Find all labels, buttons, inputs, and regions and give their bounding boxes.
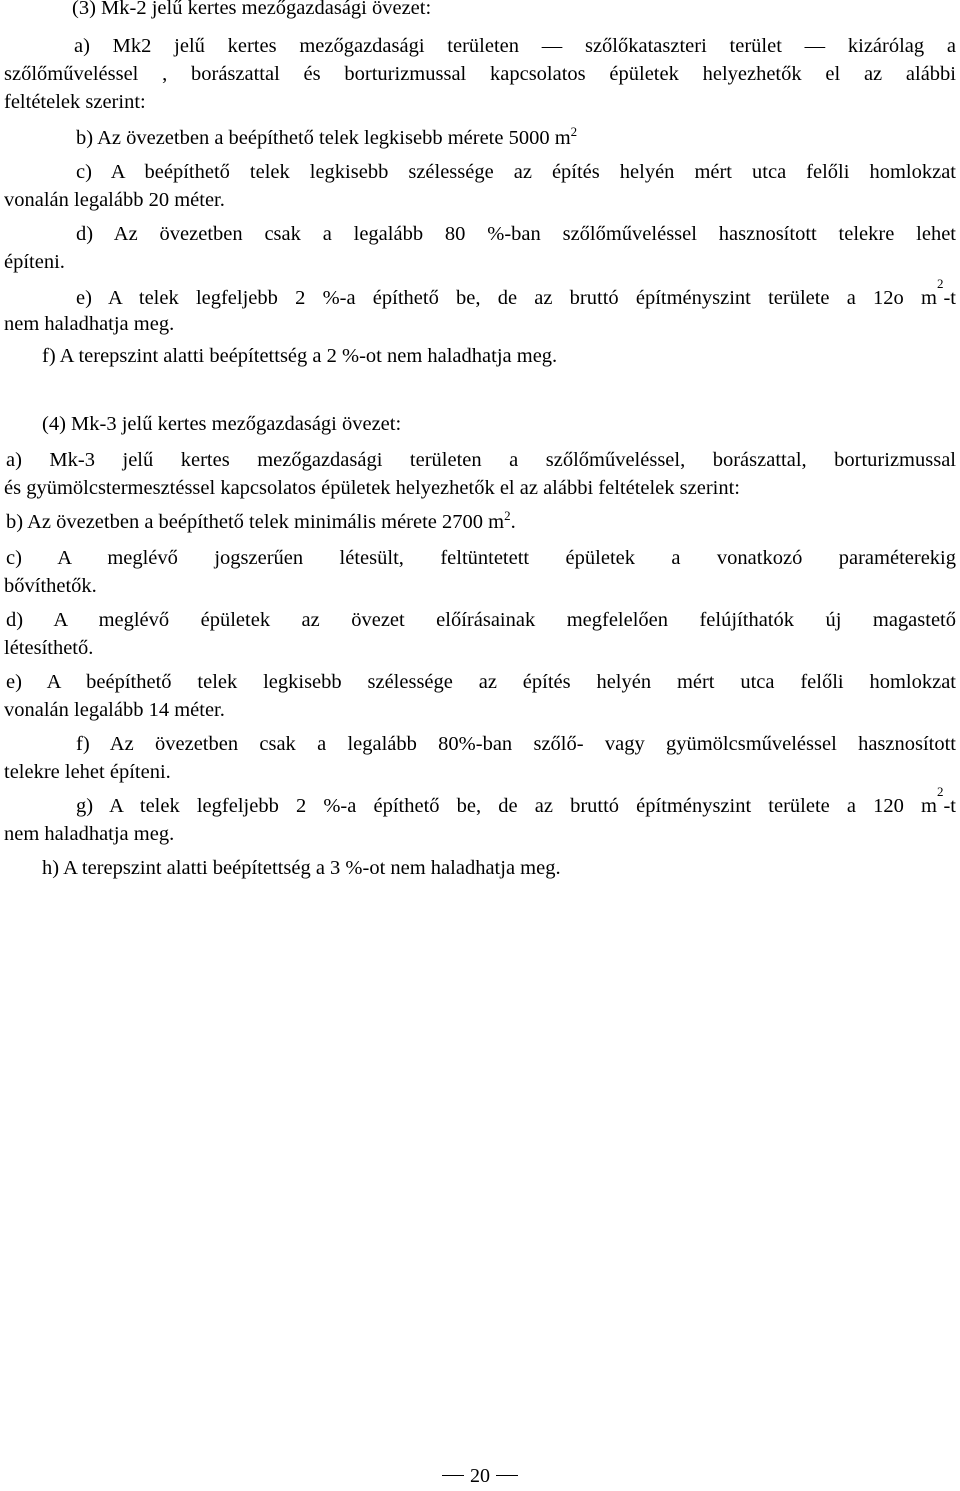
s4-d-line-2: létesíthető.: [4, 637, 94, 659]
s3-f-paragraph: f) A terepszint alatti beépítettség a 2 %-ot nem haladhatja meg.: [42, 345, 558, 367]
s4-g-line-2: nem haladhatja meg.: [4, 823, 175, 845]
s4-b-superscript: 2: [504, 508, 511, 523]
s4-c-line-2: bővíthetők.: [4, 575, 97, 597]
s3-c-line-2: vonalán legalább 20 méter.: [4, 189, 225, 211]
s3-a-line-1: a) Mk2 jelű kertes mezőgazdasági területen — szőlőkataszteri terület — kizárólag a: [74, 35, 956, 57]
s4-f-line-1: f) Az övezetben csak a legalább 80%-ban szőlő- vagy gyümölcsműveléssel hasznosított: [76, 733, 956, 755]
section-3-heading: (3) Mk-2 jelű kertes mezőgazdasági övezet:: [72, 0, 432, 19]
s3-c-line-1: c) A beépíthető telek legkisebb szélessége az építés helyén mért utca felőli homlokzat: [76, 161, 956, 183]
s4-e-line-1: e) A beépíthető telek legkisebb szélessége az építés helyén mért utca felőli homlokzat: [6, 671, 956, 693]
s4-g-suffix: -t: [943, 795, 956, 817]
s4-g-text: g) A telek legfeljebb 2 %-a építhető be, de az bruttó építményszint területe a 120 m: [76, 795, 937, 817]
s3-b-superscript: 2: [570, 124, 578, 139]
page-number: 20: [470, 1465, 490, 1487]
s4-c-line-1: c) A meglévő jogszerűen létesült, feltüntetett épületek a vonatkozó paraméterekig: [6, 547, 956, 569]
section-4-heading: (4) Mk-3 jelű kertes mezőgazdasági övezet:: [42, 413, 402, 435]
s4-b-paragraph: [6, 508, 516, 537]
s4-f-line-2: telekre lehet építeni.: [4, 761, 171, 783]
s3-d-line-2: építeni.: [4, 251, 65, 273]
s4-b-end: .: [510, 511, 516, 533]
s4-a-line-2: és gyümölcstermesztéssel kapcsolatos épületek helyezhetők el az alábbi feltételek szerint:: [4, 477, 740, 499]
s4-g-superscript: 2: [936, 784, 944, 799]
footer-dash-left: [442, 1475, 464, 1477]
s3-e-line-2: nem haladhatja meg.: [4, 313, 175, 335]
s3-e-text: e) A telek legfeljebb 2 %-a építhető be, de az bruttó építményszint területe a 12o m: [76, 287, 937, 309]
s3-e-line-1: [76, 276, 956, 313]
s4-h-paragraph: h) A terepszint alatti beépítettség a 3 %-ot nem haladhatja meg.: [42, 857, 561, 879]
s4-g-line-1: [76, 784, 956, 821]
document-page: [4, 0, 956, 1489]
s3-b-paragraph: [76, 124, 577, 153]
s4-b-text: b) Az övezetben a beépíthető telek minimális mérete 2700 m: [6, 511, 505, 533]
s4-a-line-1-text: a) Mk-3 jelű kertes mezőgazdasági területen a szőlőműveléssel, borászattal, borturizmussal: [6, 449, 956, 471]
s3-d-line-1: d) Az övezetben csak a legalább 80 %-ban szőlőműveléssel hasznosított telekre lehet: [76, 223, 956, 245]
s4-d-line-1: d) A meglévő épületek az övezet előírásainak megfelelően felújíthatók új magastető: [6, 609, 956, 631]
s3-b-text: b) Az övezetben a beépíthető telek legkisebb mérete 5000 m: [76, 127, 571, 149]
s3-a-line-3: feltételek szerint:: [4, 91, 146, 113]
s3-a-line-2: szőlőműveléssel , borászattal és borturizmussal kapcsolatos épületek helyezhetők el az alábbi: [4, 63, 956, 85]
s4-e-line-2: vonalán legalább 14 méter.: [4, 699, 225, 721]
page-footer: [4, 1462, 956, 1491]
s3-e-superscript: 2: [936, 276, 944, 291]
footer-dash-right: [496, 1475, 518, 1477]
s3-e-suffix: -t: [943, 287, 956, 309]
